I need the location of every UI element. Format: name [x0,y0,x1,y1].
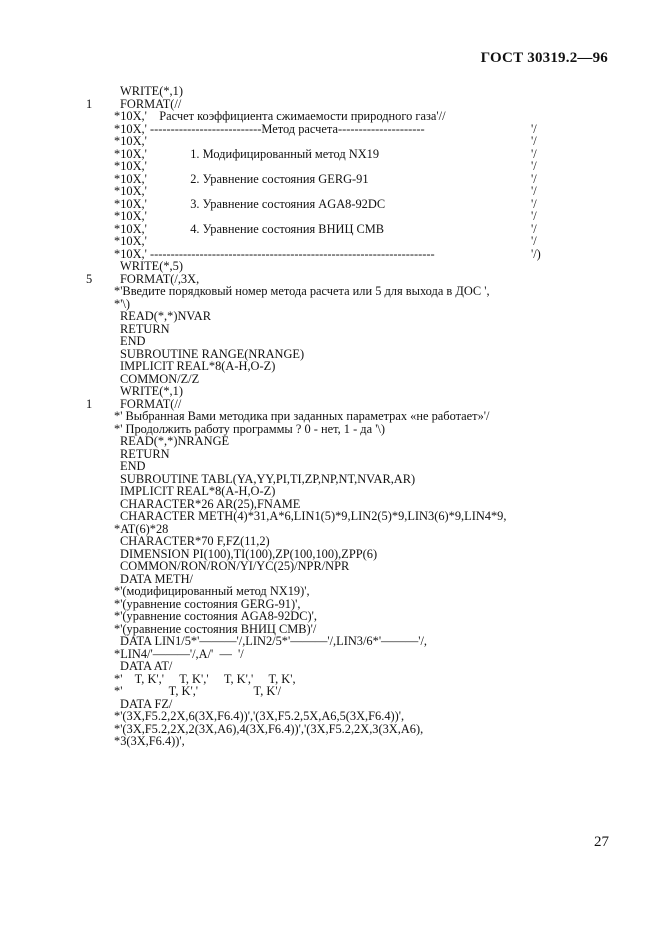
format-line-terminator: '/) [531,246,541,261]
code-text: *'(уравнение состояния GERG-91)', [114,596,301,611]
code-text: *'(3X,F5.2,2X,2(3X,A6),4(3X,F6.4))','(3X,F5.2,2X,3(3X,A6), [114,721,424,736]
code-text: *10X,' [114,234,147,248]
code-line [86,260,606,273]
code-line [86,185,606,198]
source-code-listing [86,85,606,748]
code-text: CHARACTER*70 F,FZ(11,2) [120,534,270,548]
code-line [86,535,606,548]
format-line-terminator: '/ [531,234,537,248]
format-line-terminator: '/ [531,196,537,211]
code-line [86,335,606,348]
code-line [86,385,606,398]
code-text: *' Продолжить работу программы ? 0 - нет, 1 - да '\) [114,421,386,436]
code-line [86,310,606,323]
statement-label: 1 [86,396,93,411]
code-text: FORMAT(// [120,96,182,111]
code-line [86,135,606,148]
code-text: *10X,' 1. Модифицированный метод NX19 [114,146,380,161]
code-line [86,285,606,298]
code-text: RETURN [120,321,170,336]
code-text: CHARACTER*26 AR(25),FNAME [120,496,301,511]
statement-label: 5 [86,271,93,286]
code-text: *10X,' Расчет коэффициента сжимаемости природного газа'// [114,109,446,123]
code-text: *AT(6)*28 [114,521,169,536]
code-text: *10X,' --------------------------------------------------------------------- [114,246,435,261]
code-line [86,110,606,123]
code-text: COMMON/RON/RON/YI/YC(25)/NPR/NPR [120,559,350,573]
code-line [86,460,606,473]
code-text: *'(уравнение состояния AGA8-92DC)', [114,609,317,623]
code-text: FORMAT(// [120,396,182,411]
code-text: IMPLICIT REAL*8(A-H,O-Z) [120,484,276,498]
code-text: SUBROUTINE RANGE(NRANGE) [120,346,305,361]
code-text: *10X,' 4. Уравнение состояния ВНИЦ СМВ [114,221,385,236]
code-text: *10X,' [114,209,147,223]
code-line [86,223,606,236]
code-line [86,198,606,211]
code-text: *'Введите порядковый номер метода расчета или 5 для выхода в ДОС ', [114,284,490,298]
format-line-terminator: '/ [531,146,537,161]
code-text: SUBROUTINE TABL(YA,YY,PI,TI,ZP,NP,NT,NVAR,AR) [120,471,416,486]
code-text: DATA LIN1/5*'———'/,LIN2/5*'———'/,LIN3/6*'———'/, [120,634,428,648]
code-line [86,148,606,161]
code-line [86,123,606,136]
code-line [86,210,606,223]
format-line-terminator: '/ [531,221,537,236]
code-line [86,735,606,748]
code-text: *10X,' [114,134,147,148]
code-text: *'(3X,F5.2,2X,6(3X,F6.4))','(3X,F5.2,5X,A6,5(3X,F6.4))', [114,709,405,723]
code-line [86,410,606,423]
code-text: READ(*,*)NVAR [120,309,211,323]
code-text: *'(уравнение состояния ВНИЦ СМВ)'/ [114,621,317,636]
statement-label: 1 [86,96,93,111]
code-text: WRITE(*,1) [120,84,183,98]
code-text: DATA METH/ [120,571,194,586]
code-text: DIMENSION PI(100),TI(100),ZP(100,100),ZPP(6) [120,546,378,561]
code-line [86,323,606,336]
code-text: *'(модифицированный метод NX19)', [114,584,310,598]
code-text: WRITE(*,5) [120,259,183,273]
code-line [86,173,606,186]
page-number: 27 [594,834,609,850]
format-line-terminator: '/ [531,121,537,136]
code-line [86,435,606,448]
format-line-terminator: '/ [531,159,537,173]
code-text: RETURN [120,446,170,461]
code-text: COMMON/Z/Z [120,371,200,386]
code-line [86,635,606,648]
format-line-terminator: '/ [531,209,537,223]
code-line [86,85,606,98]
format-line-terminator: '/ [531,184,537,198]
format-line-terminator: '/ [531,171,537,186]
code-text: *10X,' 3. Уравнение состояния AGA8-92DC [114,196,386,211]
code-text: END [120,459,146,473]
format-line-terminator: '/ [531,134,537,148]
code-line [86,710,606,723]
code-text: *'\) [114,296,130,311]
code-text: END [120,334,146,348]
code-line [86,510,606,523]
code-text: *3(3X,F6.4))', [114,734,185,748]
code-text: *' Выбранная Вами методика при заданных параметрах «не работает»'/ [114,409,490,423]
code-text: FORMAT(/,3X, [120,271,200,286]
code-line [86,235,606,248]
code-text: IMPLICIT REAL*8(A-H,O-Z) [120,359,276,373]
code-text: *' T, K',' T, K',' T, K',' T, K', [114,671,296,686]
code-line [86,360,606,373]
code-text: *10X,' ---------------------------Метод расчета--------------------- [114,121,425,136]
code-text: *10X,' [114,184,147,198]
code-line [86,660,606,673]
code-text: *' T, K',' T, K'/ [114,684,282,698]
document-header: ГОСТ 30319.2—96 [480,50,608,66]
code-line [86,160,606,173]
code-text: CHARACTER METH(4)*31,A*6,LIN1(5)*9,LIN2(5)*9,LIN3(6)*9,LIN4*9, [120,509,507,523]
code-line [86,610,606,623]
code-line [86,685,606,698]
code-text: DATA FZ/ [120,696,173,711]
code-text: *10X,' [114,159,147,173]
code-text: *10X,' 2. Уравнение состояния GERG-91 [114,171,369,186]
code-text: *LIN4/'———'/,A/' — '/ [114,646,244,661]
code-text: DATA AT/ [120,659,173,673]
code-line [86,585,606,598]
code-line [86,485,606,498]
code-text: WRITE(*,1) [120,384,183,398]
code-line [86,448,606,461]
code-text: READ(*,*)NRANGE [120,434,230,448]
code-line [86,560,606,573]
